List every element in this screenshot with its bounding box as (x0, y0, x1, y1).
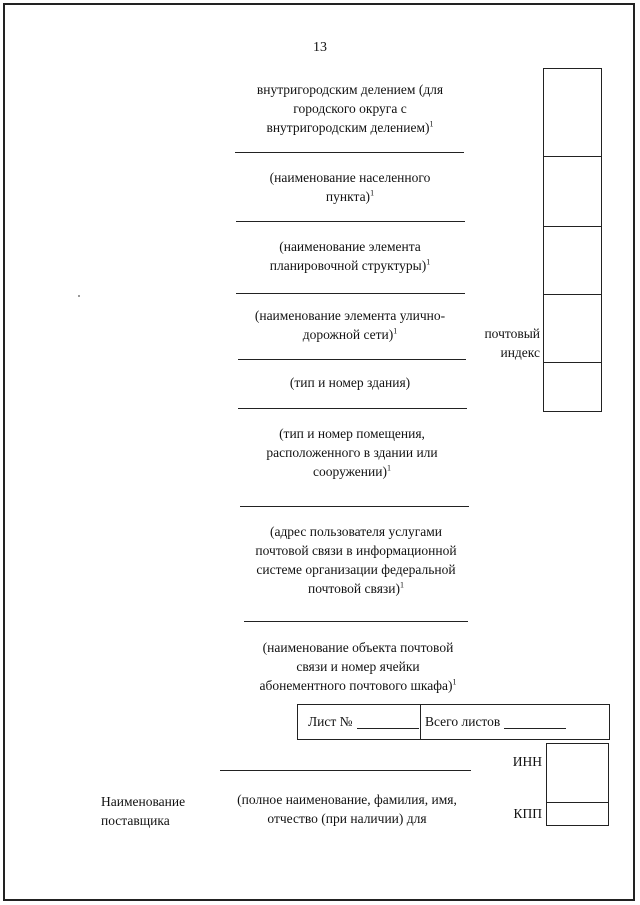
footnote-mark: 1 (399, 580, 404, 590)
postal-index-label: почтовый индекс (484, 326, 540, 360)
field-intracity-division-caption: внутригородским делением (для городского округа с внутригородским делением)$^1$ (256, 82, 444, 135)
field-premises-caption: (тип и номер помещения, расположенного в здании или сооружении)$^1$ (266, 426, 438, 479)
kpp-label: КПП (513, 806, 542, 821)
sheet-number-label: Лист № (308, 714, 353, 729)
footnote-mark: 1 (393, 326, 398, 336)
supplier-label: Наименование поставщика (101, 794, 186, 828)
postal-index-cell-3[interactable] (543, 226, 602, 295)
sheet-count-box (297, 704, 610, 740)
postal-index-cell-2[interactable] (543, 156, 602, 227)
footnote-mark: 1 (429, 119, 434, 129)
inn-cell[interactable] (546, 743, 609, 803)
postal-index-cell-4[interactable] (543, 294, 602, 363)
field-street-caption: (наименование элемента улично- дорожной сети)$^1$ (254, 308, 446, 342)
field-postal-object-caption: (наименование объекта почтовой связи и номер ячейки абонементного почтового шкафа)$^1$ (259, 640, 457, 693)
total-sheets-label: Всего листов (425, 714, 501, 729)
field-settlement-caption: (наименование населенного пункта)$^1$ (269, 170, 431, 204)
field-premises-line (238, 408, 467, 409)
inn-label: ИНН (512, 754, 542, 769)
field-postal-object-line (244, 621, 468, 622)
footnote-mark: 1 (370, 188, 375, 198)
footnote-mark: 1 (386, 463, 391, 473)
scan-speck (78, 295, 80, 297)
total-sheets-blank[interactable] (504, 716, 566, 729)
kpp-cell[interactable] (546, 802, 609, 826)
field-planning-structure-line (236, 221, 465, 222)
field-building-line (238, 359, 466, 360)
supplier-name-line (220, 770, 471, 771)
page-number: 13 (313, 40, 327, 55)
total-sheets-cell[interactable] (421, 705, 566, 739)
field-building-caption: (тип и номер здания) (289, 375, 411, 390)
field-user-address-line (240, 506, 469, 507)
footnote-mark: 1 (452, 677, 457, 687)
postal-index-cell-5[interactable] (543, 362, 602, 412)
sheet-number-blank[interactable] (357, 716, 419, 729)
sheet-number-cell[interactable] (298, 705, 421, 739)
footnote-mark: 1 (426, 257, 431, 267)
field-planning-structure-caption: (наименование элемента планировочной структуры)$^1$ (269, 239, 431, 273)
field-street-line (236, 293, 465, 294)
postal-index-cell-1[interactable] (543, 68, 602, 157)
supplier-name-caption: (полное наименование, фамилия, имя, отчество (при наличии) для (237, 792, 457, 826)
field-settlement-line (235, 152, 464, 153)
field-user-address-caption: (адрес пользователя услугами почтовой связи в информационной системе организации федеральной почтовой связи)$^1$ (255, 524, 457, 596)
